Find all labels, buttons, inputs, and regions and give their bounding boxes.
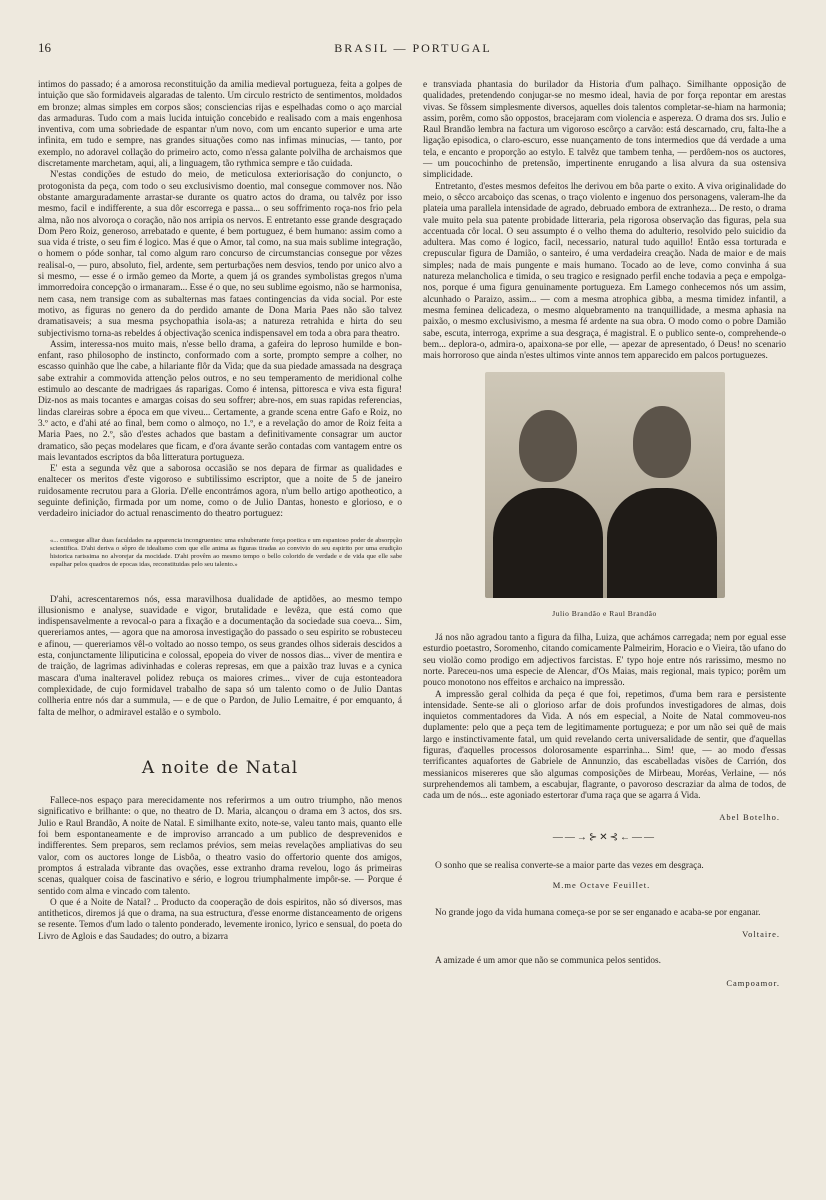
portrait-figure: [423, 372, 786, 619]
quote-text: A amizade é um amor que não se communica pelos sentidos.: [435, 956, 661, 967]
quote-author: M.me Octave Feuillet.: [552, 880, 651, 891]
left-column: [38, 80, 402, 943]
quote-text: No grande jogo da vida humana começa-se por se ser enganado e acaba-se por enganar.: [435, 907, 761, 918]
paragraph: D'ahi, acrescentaremos nós, essa maravilhosa dualidade de aptidões, ao mesmo tempo illusionismo e analyse, suavidade e vigor, brutalidade e levêza, que está como que indispensavelmente a revocal-o para a fixação e a documentação da sociedade sua coeva... Sim, quereriamos antes, — agora que na amorosa investigação do passado o seu espirito se robusteceu e afinou, — quereriamos vêl-o voltado ao nosso tempo, os seus grandes olhos siderais descidos a esta, conjunctamente liliputicina e colossal, epopeia do viver de nossos dias... viver de mentira e de traição, de lagrimas adivinhadas e coleras represas, em que a paixão traz luvas e a cynica mascara d'uma inalteravel polidez rebuça os maiores crimes... viver de cuja estonteadora complexidade, de cujo formidavel trabalho de sapa só um talento como o de Julio Dantas collheria entre nós dar a summula, — e de que o Pardon, de Julio Lemaitre, é por emquanto, á falta de melhor, o admiravel estalão e o symbolo.: [38, 594, 402, 718]
quote-block: [423, 861, 786, 892]
paragraph: E' esta a segunda vêz que a saborosa occasião se nos depara de firmar as qualidades e enaltecer os meritos d'este vigoroso e subtilissimo escriptor, que a noite de 5 de janeiro ruidosamente recrutou para a Gloria. D'elle encontrámos agora, n'um bello artigo apotheotico, a seguinte definição, firmada por um nome, como o de Julio Dantas, honesto e glorioso, e o verdadeiro iniciador do actual renascimento do theatro portuguez:: [38, 464, 402, 520]
portrait-photo: [485, 372, 725, 598]
quote-author: Campoamor.: [726, 977, 780, 988]
paragraph: Entretanto, d'estes mesmos defeitos lhe derivou em bôa parte o exito. A viva originalidade do meio, o sêcco arcaboiço das scenas, o traço violento e ingenuo dos personagens, valeram-lhe da plateia uma parallela intensidade de agrado, debruado embora de extranheza... De resto, o drama vale muito pela sua patente probidade litteraria, pela rigorosa observação das figuras, pela sua accentuada côr local. O seu assumpto é o velho thema do adulterio, resolvido pelo suicidio da adultera. Mas como é logico, facil, necessario, natural tudo aquillo! Então essa torturada e crepuscular figura de Damião, o santeiro, é uma verdadeira creação. Nada de maior e de mais simples; nada de mais pungente e mais humano. Tocado ao de leve, como convinha á sua natureza melancholica e timida, o seu tragico e resignado perfil enche todavia a peça e empolga-nos, porque é uma figura genuinamente portugueza. Em Lamego conhecemos nós um assim, alcunhado o Paraizo, assim... — com a mesma atrophica gibba, a mesma timidez infantil, a mesma feminea delicadeza, o mesmo alquebramento na tranquillidade, a mesma aphasia na paixão, o mesmo exclusivismo, a mesma fé ardente na sua obra. O modo como o pobre Damião sabe, escuta, interroga, exprime a sua desgraça, é magistral. E o publico sente-o, comprehende-o bem... deplora-o, admira-o, apaixona-se por elle, — apezar de apresentado, ó Deus! no scenario mais horroroso que ainda n'estes ultimos vinte annos tem apparecido em palcos portuguezes.: [423, 181, 786, 362]
paragraph: Fallece-nos espaço para merecidamente nos referirmos a um outro triumpho, não menos significativo e brilhante: o que, no theatro de D. Maria, alcançou o drama em 3 actos, dos srs. Julio e Raul Brandão, A noite de Natal. E similhante exito, note-se, valeu tanto mais, quanto elle foi bem espontaneamente e de improviso arrancado a um publico de desprevenidos e indifferentes. Sem preparos, sem reclamos prévios, sem meias revelações ampliativas do seu valor, com os auctores longe de Lisbôa, o theatro vasio do offertorio quente dos amigos, promptos á estralada vibrante das ovações, esse extranho drama revelou, logo ás primeiras scenas, qualquer coisa de fascinativo e sério, e logrou triumphalmente impôr-se. — Porque é sentido com alma e vincado com talento.: [38, 796, 402, 897]
paragraph: Já nos não agradou tanto a figura da filha, Luiza, que achámos carregada; nem por egual esse esturdio poetastro, Soromenho, citando comicamente Palmeirim, Horacio e o Vieira, tão ufano do seu violão como prodigo em adjectivos farcistas. E' typo hoje entre nós rarissimo, mesmo no norte. Pareceu-nos uma especie de Alencar, d'Os Maias, mais regional, mais typico; porêm um pouco monotono nos effeitos e archaico na impressão.: [423, 633, 786, 689]
portrait-person-right: [607, 398, 717, 598]
paragraph: intimos do passado; é a amorosa reconstituição da amilia medieval portugueza, feita a golpes de intuição que são formidaveis algaradas de talento. Um circulo restricto de sentimentos, moldados em bronze; almas simples em corpos sãos; consciencias rijas e espelhadas como o aço marcial das armaduras. Tudo com a mais lucida intuição concebido e realisado com a mais engenhosa inventiva, com uma sobriedade de espantar n'um novo, com um encanto superior e uma arte infinita, em tudo e sempre, nas grandes situações como nas infimas minucias, — tanto, por exemplo, no adoravel collação do primeiro acto, como n'essa galante polvilha de archaismos que discretamente marchetam, aqui, ali, a linguagem, tão rythmica sempre e tão cuidada.: [38, 80, 402, 170]
paragraph: N'estas condições de estudo do meio, de meticulosa exteriorisação do conjuncto, o protogonista da peça, com todo o seu exclusivismo doentio, mal consegue commover nos. Não obstante amarguradamente arrastar-se durante os quatro actos do drama, ou talvêz por isso mesmo, facil e indifferente, a sua dôr escorrega e passa... o seu soffrimento roça-nos frio pela alma, não nos alvoroça o coração, não nos arripia os nervos. E entretanto esse grande desgraçado Dom Pero Roiz, generoso, arrebatado e quente, é bem portuguez, é bem humano: assim como a sua vida é triste, o seu fim é logico. Mas é que o Amor, tal como, na sua mais sublime integração, o homem o póde sonhar, tal como algum raro concurso de circumstancias consegue por vêzes realisal-o, — puro, absoluto, fiel, ardente, sem perturbações nem desvios, tendo por unico alvo a si mesmo, — esse é o irmão gemeo da Morte, a quem já os grandes symbolistas gregos n'uma immorredoira concepção o irmanaram... Esse é o que, no seu sublime egoismo, não se harmonisa, nem casa, nem transige com as subalternas mas fataes contingencias da vida social. Por este motivo, as figuras no genero da do perdido amante de Dona Maria Paes não são talvez dramatisaveis; a sua mesma psychopathia isola-as; a natureza retrahida e hirta do seu subjectivismo torna-as rebeldes á objectivação scenica indispensavel em toda a obra para theatro.: [38, 170, 402, 339]
section-title: A noite de Natal: [141, 757, 299, 778]
author-signature: Abel Botelho.: [719, 812, 780, 823]
quote-author: Voltaire.: [742, 928, 780, 939]
page-number: 16: [38, 40, 51, 55]
portrait-person-left: [493, 398, 603, 598]
quote-block: [423, 908, 786, 941]
quote-text: O sonho que se realisa converte-se a maior parte das vezes em desgraça.: [435, 861, 704, 872]
quoted-definition: «... consegue alliar duas faculdades na apparencia incongruentes: uma exhuberante força poetica e um espantoso poder de absorpção scientifica. D'ahi deriva o sôpro de idealismo com que elle anima as figuras tiradas ao convivio do seu espirito por uma erudição historica rarissima no alvorejar da mocidade. D'ahi provêm ao mesmo tempo o bello colorido de verdade e de vida que elle sabe espalhar pelos quadros de epocas idas, reconstituidas pelo seu talento.»: [50, 536, 402, 568]
photo-caption: Julio Brandão e Raul Brandão: [552, 608, 657, 618]
paragraph: e transviada phantasia do burilador da Historia d'um palhaço. Similhante opposição de qualidades, pretendendo conjugar-se no mesmo ideal, havia de por força repontar em arestas vivas. Se fôssem simplesmente diversos, aquelles dois talentos completar-se-hiam na harmonia; assim, porêm, como são oppostos, bracejaram com violencia e aspereza. O drama dos srs. Julio e Raul Brandão lembra na factura um vigoroso escôrço a carvão: está descarnado, cru, falta-lhe a ligação episodica, o claro-escuro, esse nuançamento de tons intermedios que dá verdade a uma tela, e encanto e proporção ao estylo. E talvêz que tambem tenha, — perdôem-nos os auctores, — um poucochinho de pretensão, impertinente enrugando a lisa alvura da sua ostensiva simplicidade.: [423, 80, 786, 181]
ornament-divider: ——→⊱✕⊰←——: [552, 831, 657, 843]
page-header: [38, 40, 788, 62]
running-head: BRASIL — PORTUGAL: [334, 41, 492, 55]
paragraph: Assim, interessa-nos muito mais, n'esse bello drama, a gafeira do leproso humilde e bon-enfant, raso philosopho de instincto, conformado com a sorte, prompto sempre a colher, no escasso quinhão que lhe cabe, a hilariante flôr da Vida; que da sua piedade amassada na desgraça sabe extrahir a commovida attenção pelos outros, e no seu temperamento de meridional colhe estimulo ao descante de madrigaes ás raparigas. Como é intensa, pittoresca e viva esta figura! Diz-nos as mais tocantes e amargas coisas do seu soffrer; abre-nos, em suas rapidas referencias, lindas clareiras sobre a época em que viveu... Certamente, a grande scena entre Gafo e Roiz, no 3.º acto, e d'ahi até ao final, bem como o almoço, no 1.º, e a revelação do amor de Roiz feita a Maria Paes, no 2.º, são d'estes achados que bastam a definitivamente consagrar um auctor dramatico, são peças modelares que ficam, e d'ora ávante serão contadas com vantagem entre os mais levantados escriptos da bôa litteratura portugueza.: [38, 339, 402, 463]
quote-block: [423, 956, 786, 989]
right-column: [423, 80, 786, 989]
paragraph: A impressão geral colhida da peça é que foi, repetimos, d'uma bem rara e persistente intensidade. Sente-se ali o glorioso arfar de dois profundos investigadores de almas, dois inquietos commentadores da Vida. A nós em especial, a Noite de Natal commoveu-nos duplamente: pelo que a peça tem de legitimamente portugueza; e por um não sei quê de mais largo e instinctivamente fatal, um quid revelando certa universalidade de sentir, que d'aquellas figuras, d'aquelles processos dolorosamente esparrinha... Sim! que, — ao modo d'essas terrificantes aquafortes de Gabriele de Annunzio, das escabelladas visões de Carrión, dos messianicos misereres que são algumas composições de Mirbeau, Moréas, Verlaine, — nós surprehendemos ali tambem, a escabujar, flagrante, o pavoroso descraziar da alma de todos, de cada um de nós... este agoniado estertorar d'uma raça que se agarra á Vida.: [423, 689, 786, 802]
paragraph: O que é a Noite de Natal? .. Producto da cooperação de dois espiritos, não só diversos, mas antitheticos, diremos já que o drama, na sua estructura, d'esse enorme distanceamento de origens se resente. Temos d'um lado o talento ponderado, levemente ironico, lyrico e sensual, do poeta do Livro de Aglois e das Saudades; do outro, a bizarra: [38, 897, 402, 942]
